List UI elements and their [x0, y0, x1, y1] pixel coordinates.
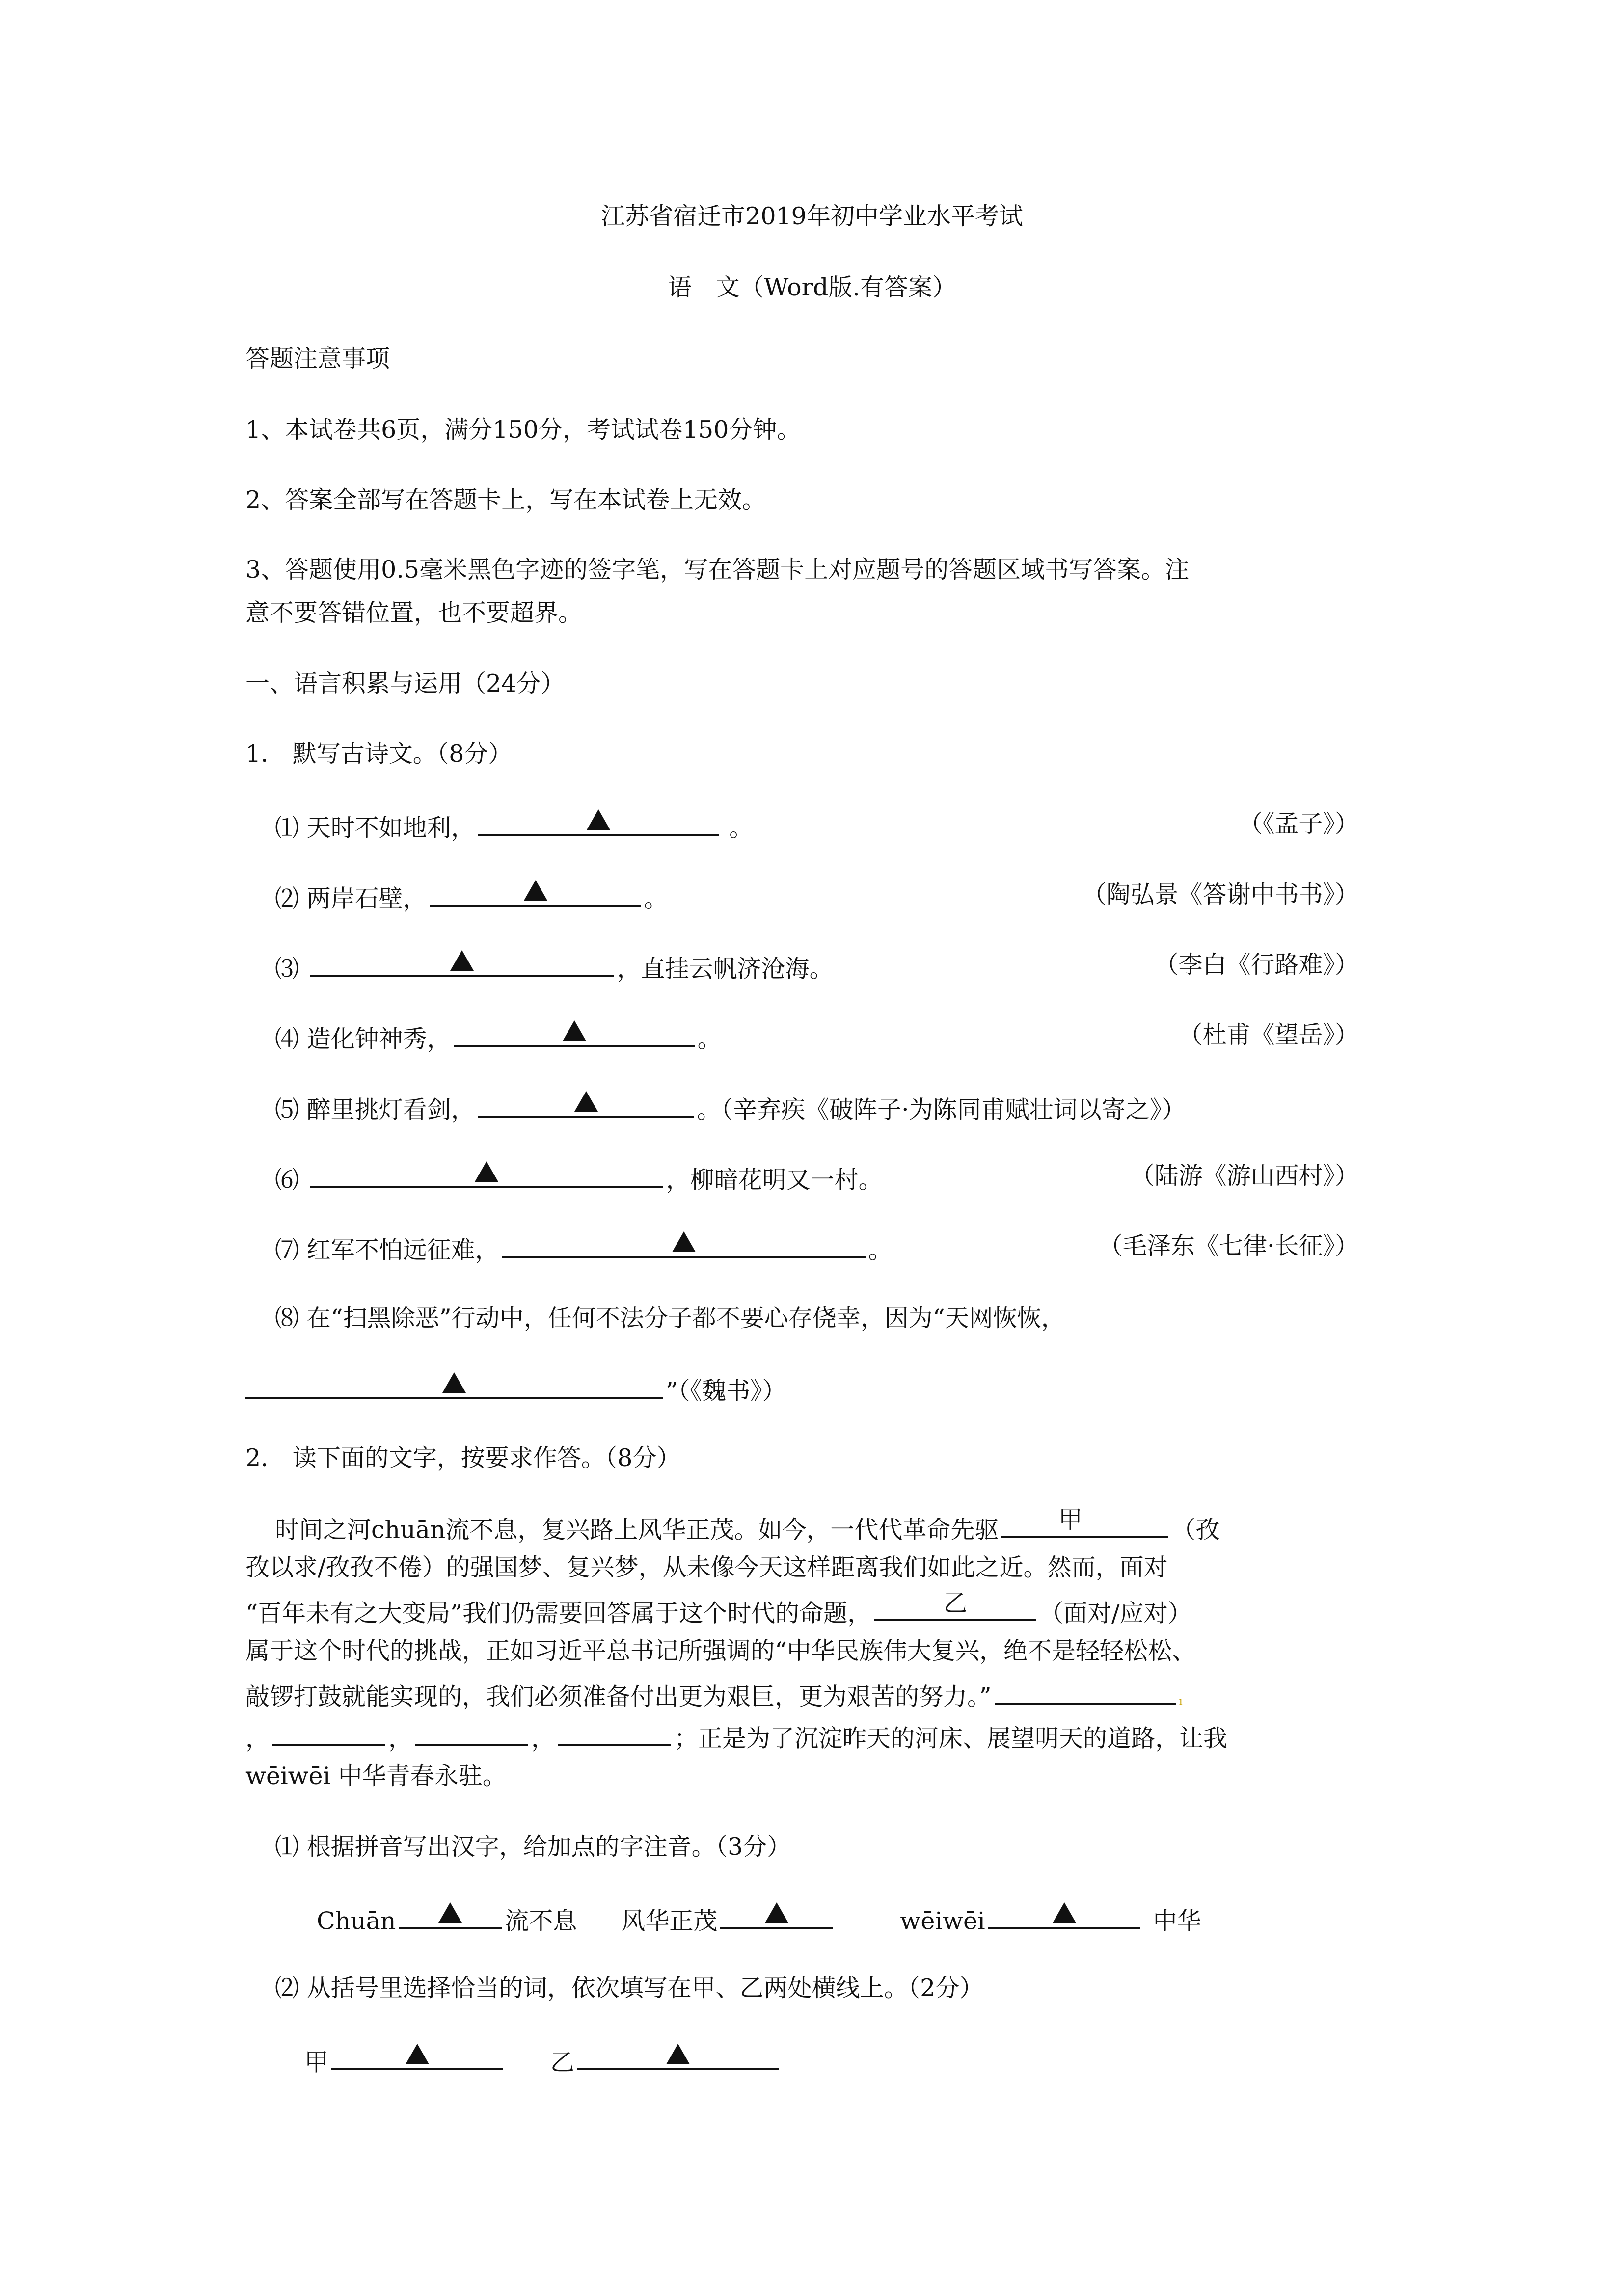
item-number: ⑷	[275, 1025, 299, 1053]
pinyin-text: Chuān	[317, 1907, 396, 1935]
answer-blank[interactable]	[430, 880, 641, 907]
blank-jia[interactable]	[1001, 1506, 1168, 1538]
item-text: ，直挂云帆济沧海。	[617, 955, 834, 983]
passage-text: 敲锣打鼓就能实现的，我们必须准备付出更为艰巨，更为艰苦的努力。”	[245, 1682, 992, 1711]
passage-line: 孜以求/孜孜不倦）的强国梦、复兴梦，从未像今天这样距离我们如此之近。然而，面对	[245, 1553, 1168, 1581]
item-number: ⑵	[275, 884, 299, 913]
item-text: 两岸石壁，	[306, 884, 427, 913]
passage-text: ，	[531, 1724, 556, 1753]
passage-text: 时间之河chuān流不息，复兴路上风华正茂。如今，一代代革命先驱	[275, 1516, 999, 1544]
item-text: 。	[644, 884, 668, 913]
q1-heading: 1． 默写古诗文。（8分）	[245, 740, 513, 768]
triangle-icon	[587, 809, 610, 830]
answer-blank[interactable]	[988, 1902, 1140, 1929]
item-text: 风华正茂	[621, 1907, 718, 1935]
item-text: 红军不怕远征难，	[306, 1236, 499, 1264]
triangle-icon	[1053, 1902, 1076, 1923]
item-text: 在“扫黑除恶”行动中，任何不法分子都不要心存侥幸，因为“天网恢恢，	[306, 1304, 1065, 1332]
q1-item-4	[275, 1020, 722, 1054]
answer-blank[interactable]	[245, 1372, 663, 1399]
answer-blank[interactable]	[558, 1719, 671, 1746]
triangle-icon	[563, 1020, 586, 1041]
answer-blank[interactable]	[399, 1902, 502, 1929]
answer-blank[interactable]	[331, 2043, 503, 2070]
notice-item: 2、答案全部写在答题卡上，写在本试卷上无效。	[245, 486, 766, 514]
triangle-icon	[666, 2044, 690, 2064]
item-source: ”（《魏书》）	[666, 1377, 786, 1405]
item-source: （《孟子》）	[1238, 810, 1359, 838]
triangle-icon	[524, 880, 547, 901]
item-source: （毛泽东《七律·长征》）	[1098, 1232, 1359, 1260]
item-text: 流不息	[505, 1907, 577, 1935]
answer-blank[interactable]	[272, 1719, 385, 1746]
answer-blank[interactable]	[478, 809, 719, 836]
notice-item: 1、本试卷共6页，满分150分，考试试卷150分钟。	[245, 416, 801, 444]
q1-item-2	[275, 880, 668, 914]
item-number: ⑴	[275, 814, 299, 842]
q2-sub1-answers	[317, 1902, 1201, 1936]
q2-sub2-heading: ⑵ 从括号里选择恰当的词，依次填写在甲、乙两处横线上。（2分）	[275, 1974, 984, 2002]
triangle-icon	[475, 1161, 498, 1182]
q2-sub2-answers	[304, 2043, 782, 2078]
notice-item: 意不要答错位置，也不要超界。	[245, 599, 583, 627]
item-number: ⑸	[275, 1095, 299, 1124]
answer-blank[interactable]	[478, 1091, 694, 1118]
exam-title: 江苏省宿迁市2019年初中学业水平考试	[601, 202, 1023, 230]
triangle-icon	[442, 1372, 466, 1393]
passage-text: ；正是为了沉淀昨天的河床、展望明天的道路，让我	[674, 1724, 1228, 1753]
pinyin-text: wēiwēi	[900, 1907, 985, 1935]
blank-yi[interactable]	[874, 1589, 1036, 1621]
blank-label: 乙	[943, 1589, 968, 1618]
triangle-icon	[406, 2044, 429, 2064]
answer-blank[interactable]	[310, 950, 614, 977]
answer-blank[interactable]	[502, 1231, 866, 1258]
q1-item-8	[275, 1303, 1065, 1333]
item-text: ，柳暗花明又一村。	[666, 1166, 883, 1194]
passage-line: wēiwēi 中华青春永驻。	[245, 1762, 507, 1790]
item-number: ⑹	[275, 1166, 299, 1194]
passage-text: ，	[245, 1724, 270, 1753]
passage-text: ，	[388, 1724, 413, 1753]
answer-blank[interactable]	[415, 1719, 528, 1746]
item-text: 。	[721, 814, 754, 842]
q2-heading: 2． 读下面的文字，按要求作答。（8分）	[245, 1444, 681, 1472]
item-source: （李白《行路难》）	[1154, 951, 1359, 979]
q1-item-3	[275, 950, 834, 984]
section-heading: 一、语言积累与运用（24分）	[245, 669, 565, 697]
answer-blank[interactable]	[454, 1020, 695, 1047]
exam-subtitle: 语 文（Word版.有答案）	[668, 273, 956, 301]
item-number: ⑶	[275, 955, 299, 983]
item-label: 甲	[304, 2048, 329, 2077]
q1-item-6	[275, 1161, 883, 1195]
q1-item-5	[275, 1091, 1186, 1125]
item-source: （陆游《游山西村》）	[1130, 1162, 1359, 1190]
q1-item-7	[275, 1231, 893, 1265]
passage-line	[245, 1589, 1192, 1629]
answer-blank[interactable]	[310, 1161, 663, 1188]
item-text: 中华	[1153, 1907, 1201, 1935]
q1-item-1	[275, 809, 753, 843]
passage-text: （孜	[1171, 1516, 1220, 1544]
item-label: 乙	[550, 2048, 575, 2077]
q2-sub1-heading: ⑴ 根据拼音写出汉字，给加点的字注音。（3分）	[275, 1833, 791, 1861]
passage-text: （面对/应对）	[1039, 1599, 1192, 1628]
passage-line: 敲锣打鼓就能实现的，我们必须准备付出更为艰巨，更为艰苦的努力。” ı	[245, 1678, 1183, 1712]
item-text: 。	[868, 1236, 893, 1264]
item-number: ⑺	[275, 1236, 299, 1264]
notice-item: 3、答题使用0.5毫米黑色字迹的签字笔，写在答题卡上对应题号的答题区域书写答案。注	[245, 556, 1190, 584]
triangle-icon	[574, 1091, 598, 1112]
triangle-icon	[438, 1902, 462, 1923]
item-text: 天时不如地利，	[306, 814, 475, 842]
blank-label: 甲	[1058, 1506, 1083, 1534]
answer-blank[interactable]	[995, 1678, 1176, 1705]
answer-blank[interactable]	[720, 1902, 833, 1929]
item-text: 造化钟神秀，	[306, 1025, 451, 1053]
item-text: 醉里挑灯看剑，	[306, 1095, 475, 1124]
triangle-icon	[672, 1231, 696, 1252]
passage-text: “百年未有之大变局”我们仍需要回答属于这个时代的命题，	[245, 1599, 872, 1628]
item-source: （陶弘景《答谢中书书》）	[1082, 881, 1359, 908]
item-number: ⑻	[275, 1304, 299, 1332]
passage-line	[275, 1506, 1220, 1545]
answer-blank[interactable]	[577, 2043, 779, 2070]
item-source: （杜甫《望岳》）	[1178, 1021, 1359, 1049]
item-text: 。（辛弃疾《破阵子·为陈同甫赋壮词以寄之》）	[697, 1095, 1186, 1124]
notice-heading: 答题注意事项	[245, 345, 390, 373]
triangle-icon	[450, 950, 474, 971]
item-text: 。	[697, 1025, 722, 1053]
passage-line: 属于这个时代的挑战，正如习近平总书记所强调的“中华民族伟大复兴，绝不是轻轻松松、	[245, 1637, 1196, 1665]
passage-line	[245, 1719, 1227, 1754]
q1-item-8-continued	[245, 1372, 786, 1406]
triangle-icon	[765, 1902, 788, 1923]
